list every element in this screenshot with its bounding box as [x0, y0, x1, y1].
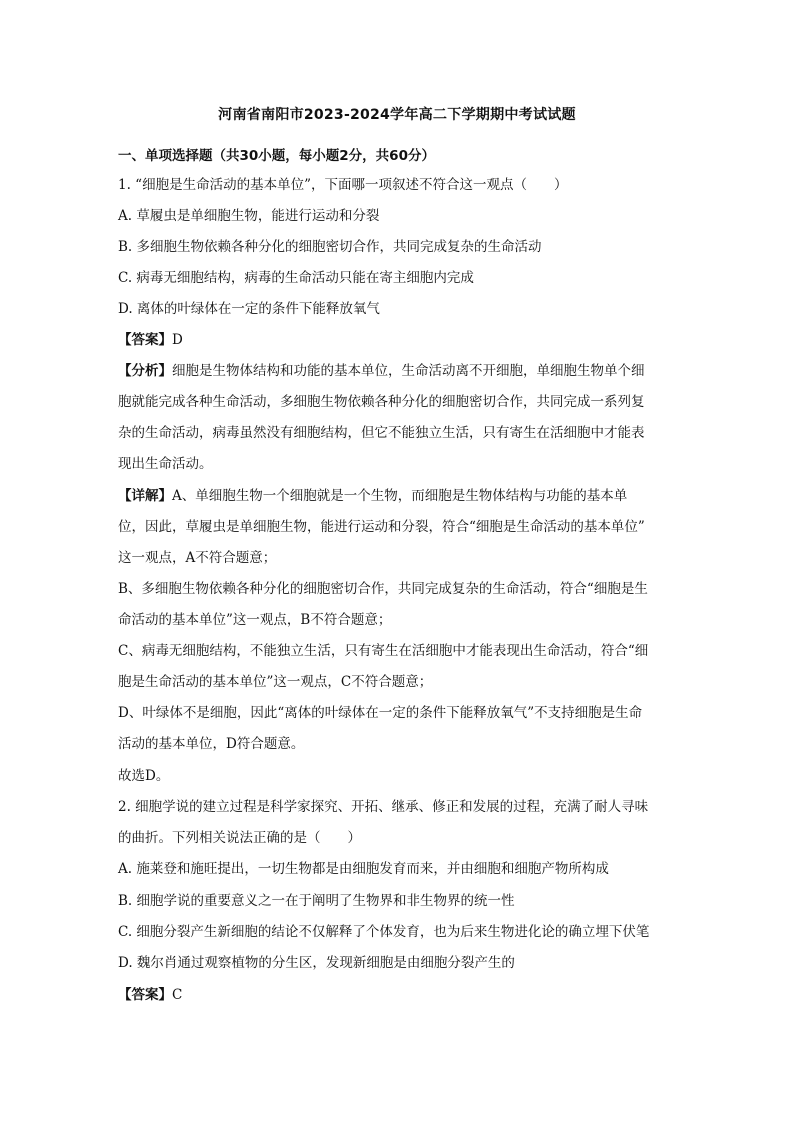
answer-tag: 【答案】 — [118, 332, 172, 348]
question-1-detail-line-4: B、多细胞生物依赖各种分化的细胞密切合作，共同完成复杂的生命活动，符合“细胞是生 — [118, 581, 648, 597]
question-1-detail-line-1: 【详解】A、单细胞生物一个细胞就是一个生物，而细胞是生物体结构与功能的基本单 — [118, 488, 628, 504]
question-1-detail-line-7: 胞是生命活动的基本单位”这一观点，C不符合题意； — [118, 674, 433, 690]
document-title: 河南省南阳市2023-2024学年高二下学期期中考试试题 — [218, 107, 576, 123]
question-1-conclusion: 故选D。 — [118, 768, 170, 784]
question-2-option-a: A. 施莱登和施旺提出，一切生物都是由细胞发育而来，并由细胞和细胞产物所构成 — [118, 861, 609, 877]
question-1-option-a: A. 草履虫是单细胞生物，能进行运动和分裂 — [118, 208, 380, 224]
section-heading: 一、单项选择题（共30小题，每小题2分，共60分） — [118, 148, 435, 164]
question-2-stem-line-2: 的曲折。下列相关说法正确的是（ ） — [118, 830, 361, 846]
question-1-option-b: B. 多细胞生物依赖各种分化的细胞密切合作，共同完成复杂的生命活动 — [118, 239, 542, 255]
question-2-option-b: B. 细胞学说的重要意义之一在于阐明了生物界和非生物界的统一性 — [118, 893, 515, 909]
detail-tag: 【详解】 — [118, 488, 172, 504]
question-1-stem: 1. “细胞是生命活动的基本单位”，下面哪一项叙述不符合这一观点（ ） — [118, 177, 568, 193]
question-1-option-c: C. 病毒无细胞结构，病毒的生命活动只能在寄主细胞内完成 — [118, 270, 474, 286]
question-2-stem-line-1: 2. 细胞学说的建立过程是科学家探究、开拓、继承、修正和发展的过程，充满了耐人寻味 — [118, 799, 649, 815]
question-1-analysis-line-2: 胞就能完成各种生命活动，多细胞生物依赖各种分化的细胞密切合作，共同完成一系列复 — [118, 394, 645, 410]
question-1-detail-line-5: 命活动的基本单位”这一观点，B不符合题意； — [118, 612, 392, 628]
answer-value: D — [172, 332, 183, 348]
question-1-analysis-line-1: 【分析】细胞是生物体结构和功能的基本单位，生命活动离不开细胞，单细胞生物单个细 — [118, 363, 645, 379]
question-1-answer — [118, 331, 183, 349]
question-2-answer — [118, 986, 182, 1004]
question-1-detail-line-2: 位，因此，草履虫是单细胞生物，能进行运动和分裂，符合“细胞是生命活动的基本单位” — [118, 519, 645, 535]
question-1-detail-line-6: C、病毒无细胞结构，不能独立生活，只有寄生在活细胞中才能表现出生命活动，符合“细 — [118, 643, 649, 659]
analysis-tag: 【分析】 — [118, 363, 172, 379]
question-1-analysis-line-3: 杂的生命活动，病毒虽然没有细胞结构，但它不能独立生活，只有寄生在活细胞中才能表 — [118, 425, 645, 441]
answer-tag: 【答案】 — [118, 987, 172, 1003]
question-1-detail-line-9: 活动的基本单位，D符合题意。 — [118, 736, 305, 752]
question-1-detail-line-8: D、叶绿体不是细胞，因此“离体的叶绿体在一定的条件下能释放氧气”不支持细胞是生命 — [118, 705, 643, 721]
question-1-detail-line-3: 这一观点，A不符合题意； — [118, 550, 277, 566]
question-1-option-d: D. 离体的叶绿体在一定的条件下能释放氧气 — [118, 301, 380, 317]
question-1-analysis-line-4: 现出生命活动。 — [118, 456, 213, 472]
answer-value: C — [172, 987, 183, 1003]
question-2-option-d: D. 魏尔肖通过观察植物的分生区，发现新细胞是由细胞分裂产生的 — [118, 955, 515, 971]
question-2-option-c: C. 细胞分裂产生新细胞的结论不仅解释了个体发育，也为后来生物进化论的确立埋下伏笔 — [118, 924, 650, 940]
